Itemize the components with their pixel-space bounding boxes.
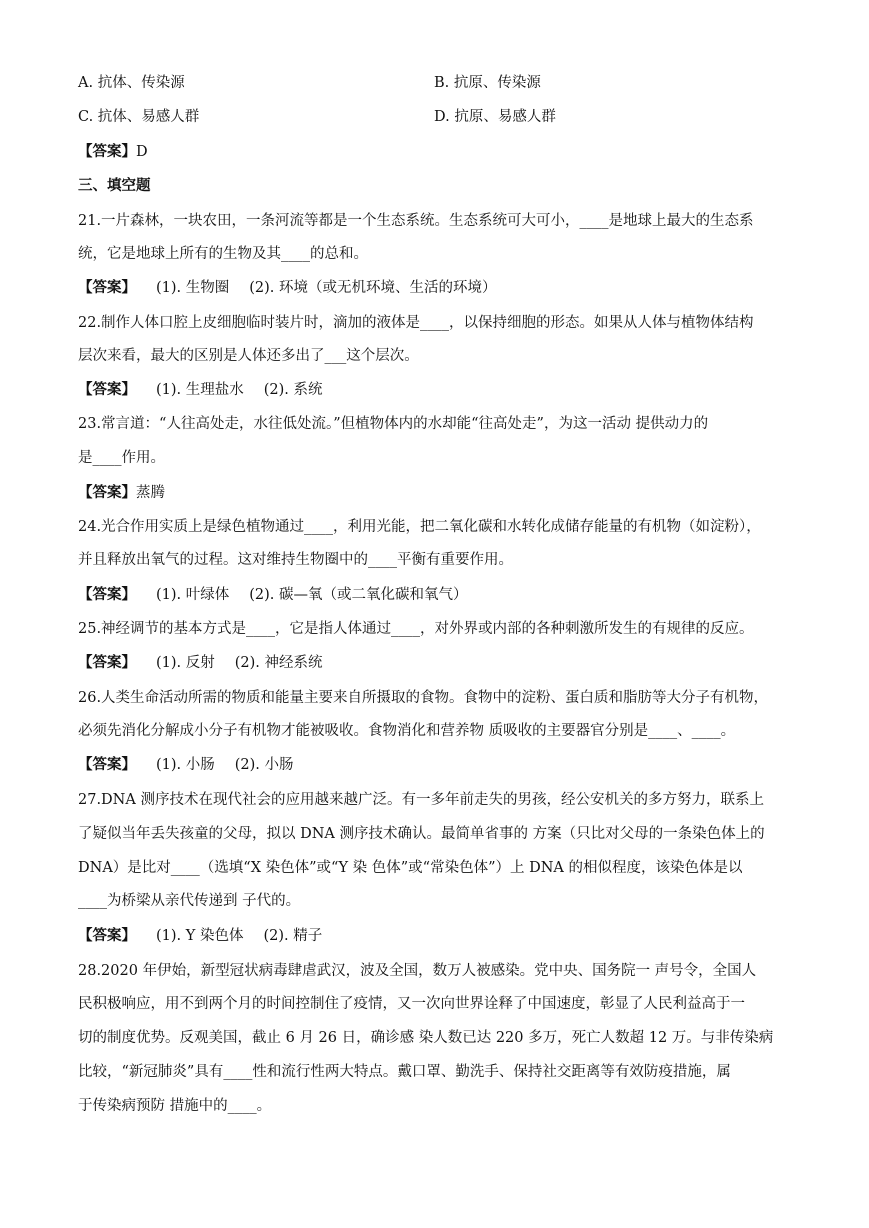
- q22-line-1: 22.制作人体口腔上皮细胞临时装片时，滴加的液体是____，以保持细胞的形态。如果从人体与植物体结构: [78, 315, 754, 331]
- q24-line-2: 并且释放出氧气的过程。这对维持生物圈中的____平衡有重要作用。: [78, 552, 513, 568]
- q23-answer: [78, 483, 165, 503]
- answer-part-2: (2). 系统: [263, 382, 323, 398]
- option-c: C. 抗体、易感人群: [78, 109, 200, 125]
- answer-part-2: (2). 小肠: [234, 757, 294, 773]
- answer-part-1: (1). 反射: [156, 655, 215, 671]
- q28-line-4: 比较，“新冠肺炎”具有____性和流行性两大特点。戴口罩、勤洗手、保持社交距离等有效防疫措施，属: [78, 1064, 731, 1080]
- answer-label: 【答案】: [78, 143, 136, 160]
- option-b: B. 抗原、传染源: [434, 75, 541, 91]
- q24-answer: [78, 585, 468, 605]
- q28-line-1: 28.2020 年伊始，新型冠状病毒肆虐武汉，波及全国，数万人被感染。党中央、国务院一 声号令，全国人: [78, 963, 757, 979]
- q24-line-1: 24.光合作用实质上是绿色植物通过____，利用光能，把二氧化碳和水转化成储存能量的有机物（如淀粉），: [78, 519, 761, 535]
- answer-label: 【答案】: [78, 654, 136, 671]
- q26-answer: [78, 755, 294, 775]
- q26-line-1: 26.人类生命活动所需的物质和能量主要来自所摄取的食物。食物中的淀粉、蛋白质和脂肪等大分子有机物，: [78, 690, 769, 706]
- q25-answer: [78, 653, 323, 673]
- q27-line-3: DNA）是比对____（选填“X 染色体”或“Y 染 色体”或“常染色体”）上 DNA 的相似程度，该染色体是以: [78, 860, 743, 876]
- answer-part-2: (2). 碳—氧（或二氧化碳和氧气）: [249, 587, 468, 603]
- q23-line-2: 是____作用。: [78, 450, 165, 466]
- q23-line-1: 23.常言道：“人往高处走，水往低处流。”但植物体内的水却能“往高处走”，为这一活动 提供动力的: [78, 416, 709, 432]
- q27-line-4: ____为桥梁从亲代传递到 子代的。: [78, 893, 301, 909]
- answer-label: 【答案】: [78, 381, 136, 398]
- answer-label: 【答案】: [78, 756, 136, 773]
- answer-part-1: (1). 生物圈: [156, 280, 230, 296]
- answer-part-1: (1). 生理盐水: [156, 382, 244, 398]
- q21-answer: [78, 278, 497, 298]
- q20-answer: [78, 142, 148, 162]
- answer-label: 【答案】: [78, 484, 136, 501]
- q28-line-3: 切的制度优势。反观美国，截止 6 月 26 日，确诊感 染人数已达 220 多万，死亡人数超 12 万。与非传染病: [78, 1030, 774, 1046]
- answer-part-1: (1). 小肠: [156, 757, 215, 773]
- option-d: D. 抗原、易感人群: [434, 109, 556, 125]
- q22-line-2: 层次来看，最大的区别是人体还多出了___这个层次。: [78, 348, 419, 364]
- section-title: 三、填空题: [78, 177, 151, 194]
- q21-line-1: 21.一片森林，一块农田，一条河流等都是一个生态系统。生态系统可大可小，____是地球上最大的生态系: [78, 213, 754, 229]
- q27-answer: [78, 926, 322, 946]
- answer-part-1: (1). 叶绿体: [156, 587, 230, 603]
- answer-part-2: (2). 环境（或无机环境、生活的环境）: [249, 280, 497, 296]
- answer-label: 【答案】: [78, 927, 136, 944]
- q27-line-1: 27.DNA 测序技术在现代社会的应用越来越广泛。有一多年前走失的男孩，经公安机关的多方努力，联系上: [78, 792, 764, 808]
- q28-line-2: 民积极响应，用不到两个月的时间控制住了疫情，又一次向世界诠释了中国速度，彰显了人民利益高于一: [78, 996, 745, 1012]
- option-a: A. 抗体、传染源: [78, 75, 185, 91]
- answer-part-1: (1). Y 染色体: [156, 928, 244, 944]
- q26-line-2: 必须先消化分解成小分子有机物才能被吸收。食物消化和营养物 质吸收的主要器官分别是____、____。: [78, 723, 736, 739]
- q27-line-2: 了疑似当年丢失孩童的父母，拟以 DNA 测序技术确认。最简单省事的 方案（只比对父母的一条染色体上的: [78, 826, 765, 842]
- q28-line-5: 于传染病预防 措施中的____。: [78, 1098, 272, 1114]
- answer-label: 【答案】: [78, 586, 136, 603]
- q21-line-2: 统，它是地球上所有的生物及其____的总和。: [78, 246, 368, 262]
- answer-part-2: (2). 精子: [263, 928, 323, 944]
- q25-line-1: 25.神经调节的基本方式是____，它是指人体通过____，对外界或内部的各种刺激所发生的有规律的反应。: [78, 621, 754, 637]
- answer-label: 【答案】: [78, 279, 136, 296]
- answer-value: D: [136, 144, 148, 160]
- q22-answer: [78, 380, 323, 400]
- answer-part-2: (2). 神经系统: [234, 655, 323, 671]
- answer-value: 蒸腾: [136, 485, 165, 501]
